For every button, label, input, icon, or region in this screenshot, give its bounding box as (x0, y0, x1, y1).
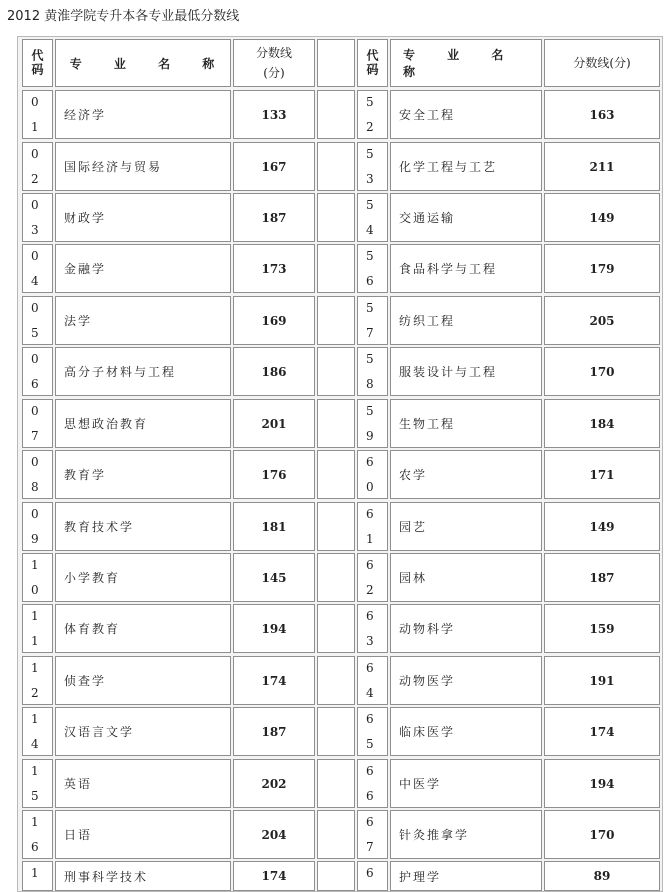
left-major-name: 高分子材料与工程 (55, 347, 231, 396)
code-digit: 0 (31, 249, 39, 263)
right-major-name: 服装设计与工程 (390, 347, 542, 396)
left-code-cell (22, 810, 53, 859)
code-digit: 7 (366, 326, 374, 340)
spacer-cell (317, 656, 355, 705)
left-major-name: 体育教育 (55, 604, 231, 653)
left-min-score: 194 (233, 604, 315, 653)
right-major-name: 食品科学与工程 (390, 244, 542, 293)
right-code-cell (357, 450, 388, 499)
left-major-name: 小学教育 (55, 553, 231, 602)
spacer-cell (317, 347, 355, 396)
right-min-score: 205 (544, 296, 660, 345)
spacer-cell (317, 450, 355, 499)
spacer-cell (317, 707, 355, 756)
right-min-score: 174 (544, 707, 660, 756)
code-digit: 6 (366, 712, 374, 726)
left-code-cell (22, 502, 53, 551)
right-major-name: 临床医学 (390, 707, 542, 756)
right-code-cell (357, 656, 388, 705)
code-digit: 0 (31, 455, 39, 469)
header-spacer (317, 39, 355, 87)
code-digit: 3 (366, 634, 374, 648)
right-code-cell (357, 399, 388, 448)
right-min-score: 191 (544, 656, 660, 705)
left-min-score: 201 (233, 399, 315, 448)
code-digit: 0 (31, 352, 39, 366)
left-code-cell (22, 553, 53, 602)
code-digit: 6 (366, 789, 374, 803)
right-code-cell (357, 296, 388, 345)
left-major-name: 刑事科学技术 (55, 861, 231, 891)
right-code-cell (357, 347, 388, 396)
code-digit: 5 (366, 95, 374, 109)
code-digit: 3 (31, 223, 39, 237)
right-code-cell (357, 502, 388, 551)
right-major-name: 安全工程 (390, 90, 542, 139)
code-digit: 6 (366, 866, 374, 880)
right-code-cell (357, 604, 388, 653)
right-code-cell (357, 861, 388, 891)
code-digit: 5 (366, 352, 374, 366)
left-code-cell (22, 193, 53, 242)
code-digit: 0 (31, 301, 39, 315)
score-table (17, 36, 663, 892)
left-code-cell (22, 656, 53, 705)
left-min-score: 174 (233, 656, 315, 705)
code-digit: 9 (366, 429, 374, 443)
left-major-name: 思想政治教育 (55, 399, 231, 448)
code-digit: 8 (31, 480, 39, 494)
code-digit: 4 (366, 686, 374, 700)
right-min-score: 159 (544, 604, 660, 653)
right-min-score: 187 (544, 553, 660, 602)
right-major-name: 动物科学 (390, 604, 542, 653)
left-min-score: 186 (233, 347, 315, 396)
code-digit: 6 (366, 764, 374, 778)
code-digit: 7 (31, 429, 39, 443)
code-digit: 2 (31, 686, 39, 700)
spacer-cell (317, 604, 355, 653)
code-digit: 5 (31, 789, 39, 803)
right-min-score: 179 (544, 244, 660, 293)
header-code-left: 代码 (22, 39, 53, 87)
left-min-score: 174 (233, 861, 315, 891)
right-code-cell (357, 810, 388, 859)
left-min-score: 173 (233, 244, 315, 293)
header-score-left-line2: (分) (263, 66, 285, 80)
code-digit: 6 (366, 558, 374, 572)
code-digit: 1 (31, 120, 39, 134)
left-min-score: 204 (233, 810, 315, 859)
left-major-name: 经济学 (55, 90, 231, 139)
code-digit: 1 (31, 866, 39, 880)
code-digit: 5 (366, 301, 374, 315)
left-min-score: 145 (233, 553, 315, 602)
spacer-cell (317, 861, 355, 891)
spacer-cell (317, 399, 355, 448)
left-major-name: 教育学 (55, 450, 231, 499)
header-name-right: 专 业 名 称 (390, 39, 542, 87)
spacer-cell (317, 193, 355, 242)
left-major-name: 法学 (55, 296, 231, 345)
right-code-cell (357, 90, 388, 139)
right-major-name: 护理学 (390, 861, 542, 891)
right-major-name: 园艺 (390, 502, 542, 551)
spacer-cell (317, 142, 355, 191)
code-digit: 5 (366, 737, 374, 751)
code-digit: 1 (366, 532, 374, 546)
code-digit: 6 (366, 507, 374, 521)
code-digit: 8 (366, 377, 374, 391)
left-major-name: 日语 (55, 810, 231, 859)
code-digit: 5 (366, 404, 374, 418)
left-major-name: 侦查学 (55, 656, 231, 705)
left-min-score: 176 (233, 450, 315, 499)
code-digit: 6 (366, 609, 374, 623)
left-code-cell (22, 759, 53, 808)
right-min-score: 170 (544, 347, 660, 396)
right-min-score: 163 (544, 90, 660, 139)
right-min-score: 211 (544, 142, 660, 191)
left-code-cell (22, 296, 53, 345)
code-digit: 6 (366, 455, 374, 469)
right-code-cell (357, 553, 388, 602)
code-digit: 6 (31, 377, 39, 391)
right-min-score: 170 (544, 810, 660, 859)
right-major-name: 生物工程 (390, 399, 542, 448)
code-digit: 1 (31, 661, 39, 675)
right-major-name: 农学 (390, 450, 542, 499)
right-major-name: 针灸推拿学 (390, 810, 542, 859)
code-digit: 0 (31, 404, 39, 418)
left-min-score: 187 (233, 707, 315, 756)
code-digit: 0 (31, 507, 39, 521)
right-code-cell (357, 193, 388, 242)
code-digit: 1 (31, 764, 39, 778)
code-digit: 6 (366, 661, 374, 675)
code-digit: 0 (366, 480, 374, 494)
left-major-name: 教育技术学 (55, 502, 231, 551)
left-major-name: 金融学 (55, 244, 231, 293)
spacer-cell (317, 759, 355, 808)
left-code-cell (22, 347, 53, 396)
left-code-cell (22, 142, 53, 191)
spacer-cell (317, 502, 355, 551)
code-digit: 1 (31, 712, 39, 726)
left-code-cell (22, 90, 53, 139)
right-major-name: 中医学 (390, 759, 542, 808)
header-score-left-line1: 分数线 (255, 46, 292, 60)
right-major-name: 纺织工程 (390, 296, 542, 345)
left-min-score: 169 (233, 296, 315, 345)
spacer-cell (317, 244, 355, 293)
code-digit: 6 (31, 840, 39, 854)
code-digit: 6 (366, 815, 374, 829)
spacer-cell (317, 296, 355, 345)
left-min-score: 187 (233, 193, 315, 242)
left-code-cell (22, 450, 53, 499)
left-major-name: 财政学 (55, 193, 231, 242)
code-digit: 5 (31, 326, 39, 340)
left-code-cell (22, 604, 53, 653)
right-major-name: 交通运输 (390, 193, 542, 242)
left-code-cell (22, 399, 53, 448)
code-digit: 2 (366, 583, 374, 597)
left-major-name: 汉语言文学 (55, 707, 231, 756)
code-digit: 0 (31, 147, 39, 161)
code-digit: 2 (366, 120, 374, 134)
left-code-cell (22, 707, 53, 756)
code-digit: 1 (31, 634, 39, 648)
page-title: 2012 黄淮学院专升本各专业最低分数线 (7, 9, 240, 24)
spacer-cell (317, 810, 355, 859)
code-digit: 0 (31, 583, 39, 597)
left-major-name: 英语 (55, 759, 231, 808)
code-digit: 3 (366, 172, 374, 186)
code-digit: 5 (366, 249, 374, 263)
code-digit: 7 (366, 840, 374, 854)
right-min-score: 149 (544, 193, 660, 242)
code-digit: 1 (31, 815, 39, 829)
right-min-score: 89 (544, 861, 660, 891)
left-min-score: 181 (233, 502, 315, 551)
code-digit: 4 (31, 274, 39, 288)
right-major-name: 化学工程与工艺 (390, 142, 542, 191)
code-digit: 9 (31, 532, 39, 546)
left-code-cell (22, 861, 53, 891)
left-min-score: 202 (233, 759, 315, 808)
right-code-cell (357, 142, 388, 191)
right-min-score: 194 (544, 759, 660, 808)
right-major-name: 动物医学 (390, 656, 542, 705)
code-digit: 1 (31, 558, 39, 572)
left-min-score: 133 (233, 90, 315, 139)
code-digit: 1 (31, 609, 39, 623)
code-digit: 2 (31, 172, 39, 186)
right-min-score: 149 (544, 502, 660, 551)
code-digit: 0 (31, 198, 39, 212)
header-name-left: 专 业 名 称 (55, 39, 231, 87)
left-code-cell (22, 244, 53, 293)
code-digit: 4 (366, 223, 374, 237)
left-min-score: 167 (233, 142, 315, 191)
code-digit: 5 (366, 198, 374, 212)
header-score-left (233, 39, 315, 87)
code-digit: 4 (31, 737, 39, 751)
right-code-cell (357, 244, 388, 293)
right-major-name: 园林 (390, 553, 542, 602)
left-major-name: 国际经济与贸易 (55, 142, 231, 191)
code-digit: 5 (366, 147, 374, 161)
spacer-cell (317, 90, 355, 139)
right-min-score: 184 (544, 399, 660, 448)
spacer-cell (317, 553, 355, 602)
right-min-score: 171 (544, 450, 660, 499)
code-digit: 0 (31, 95, 39, 109)
right-code-cell (357, 759, 388, 808)
right-code-cell (357, 707, 388, 756)
code-digit: 6 (366, 274, 374, 288)
header-code-right: 代码 (357, 39, 388, 87)
header-score-right: 分数线(分) (544, 39, 660, 87)
